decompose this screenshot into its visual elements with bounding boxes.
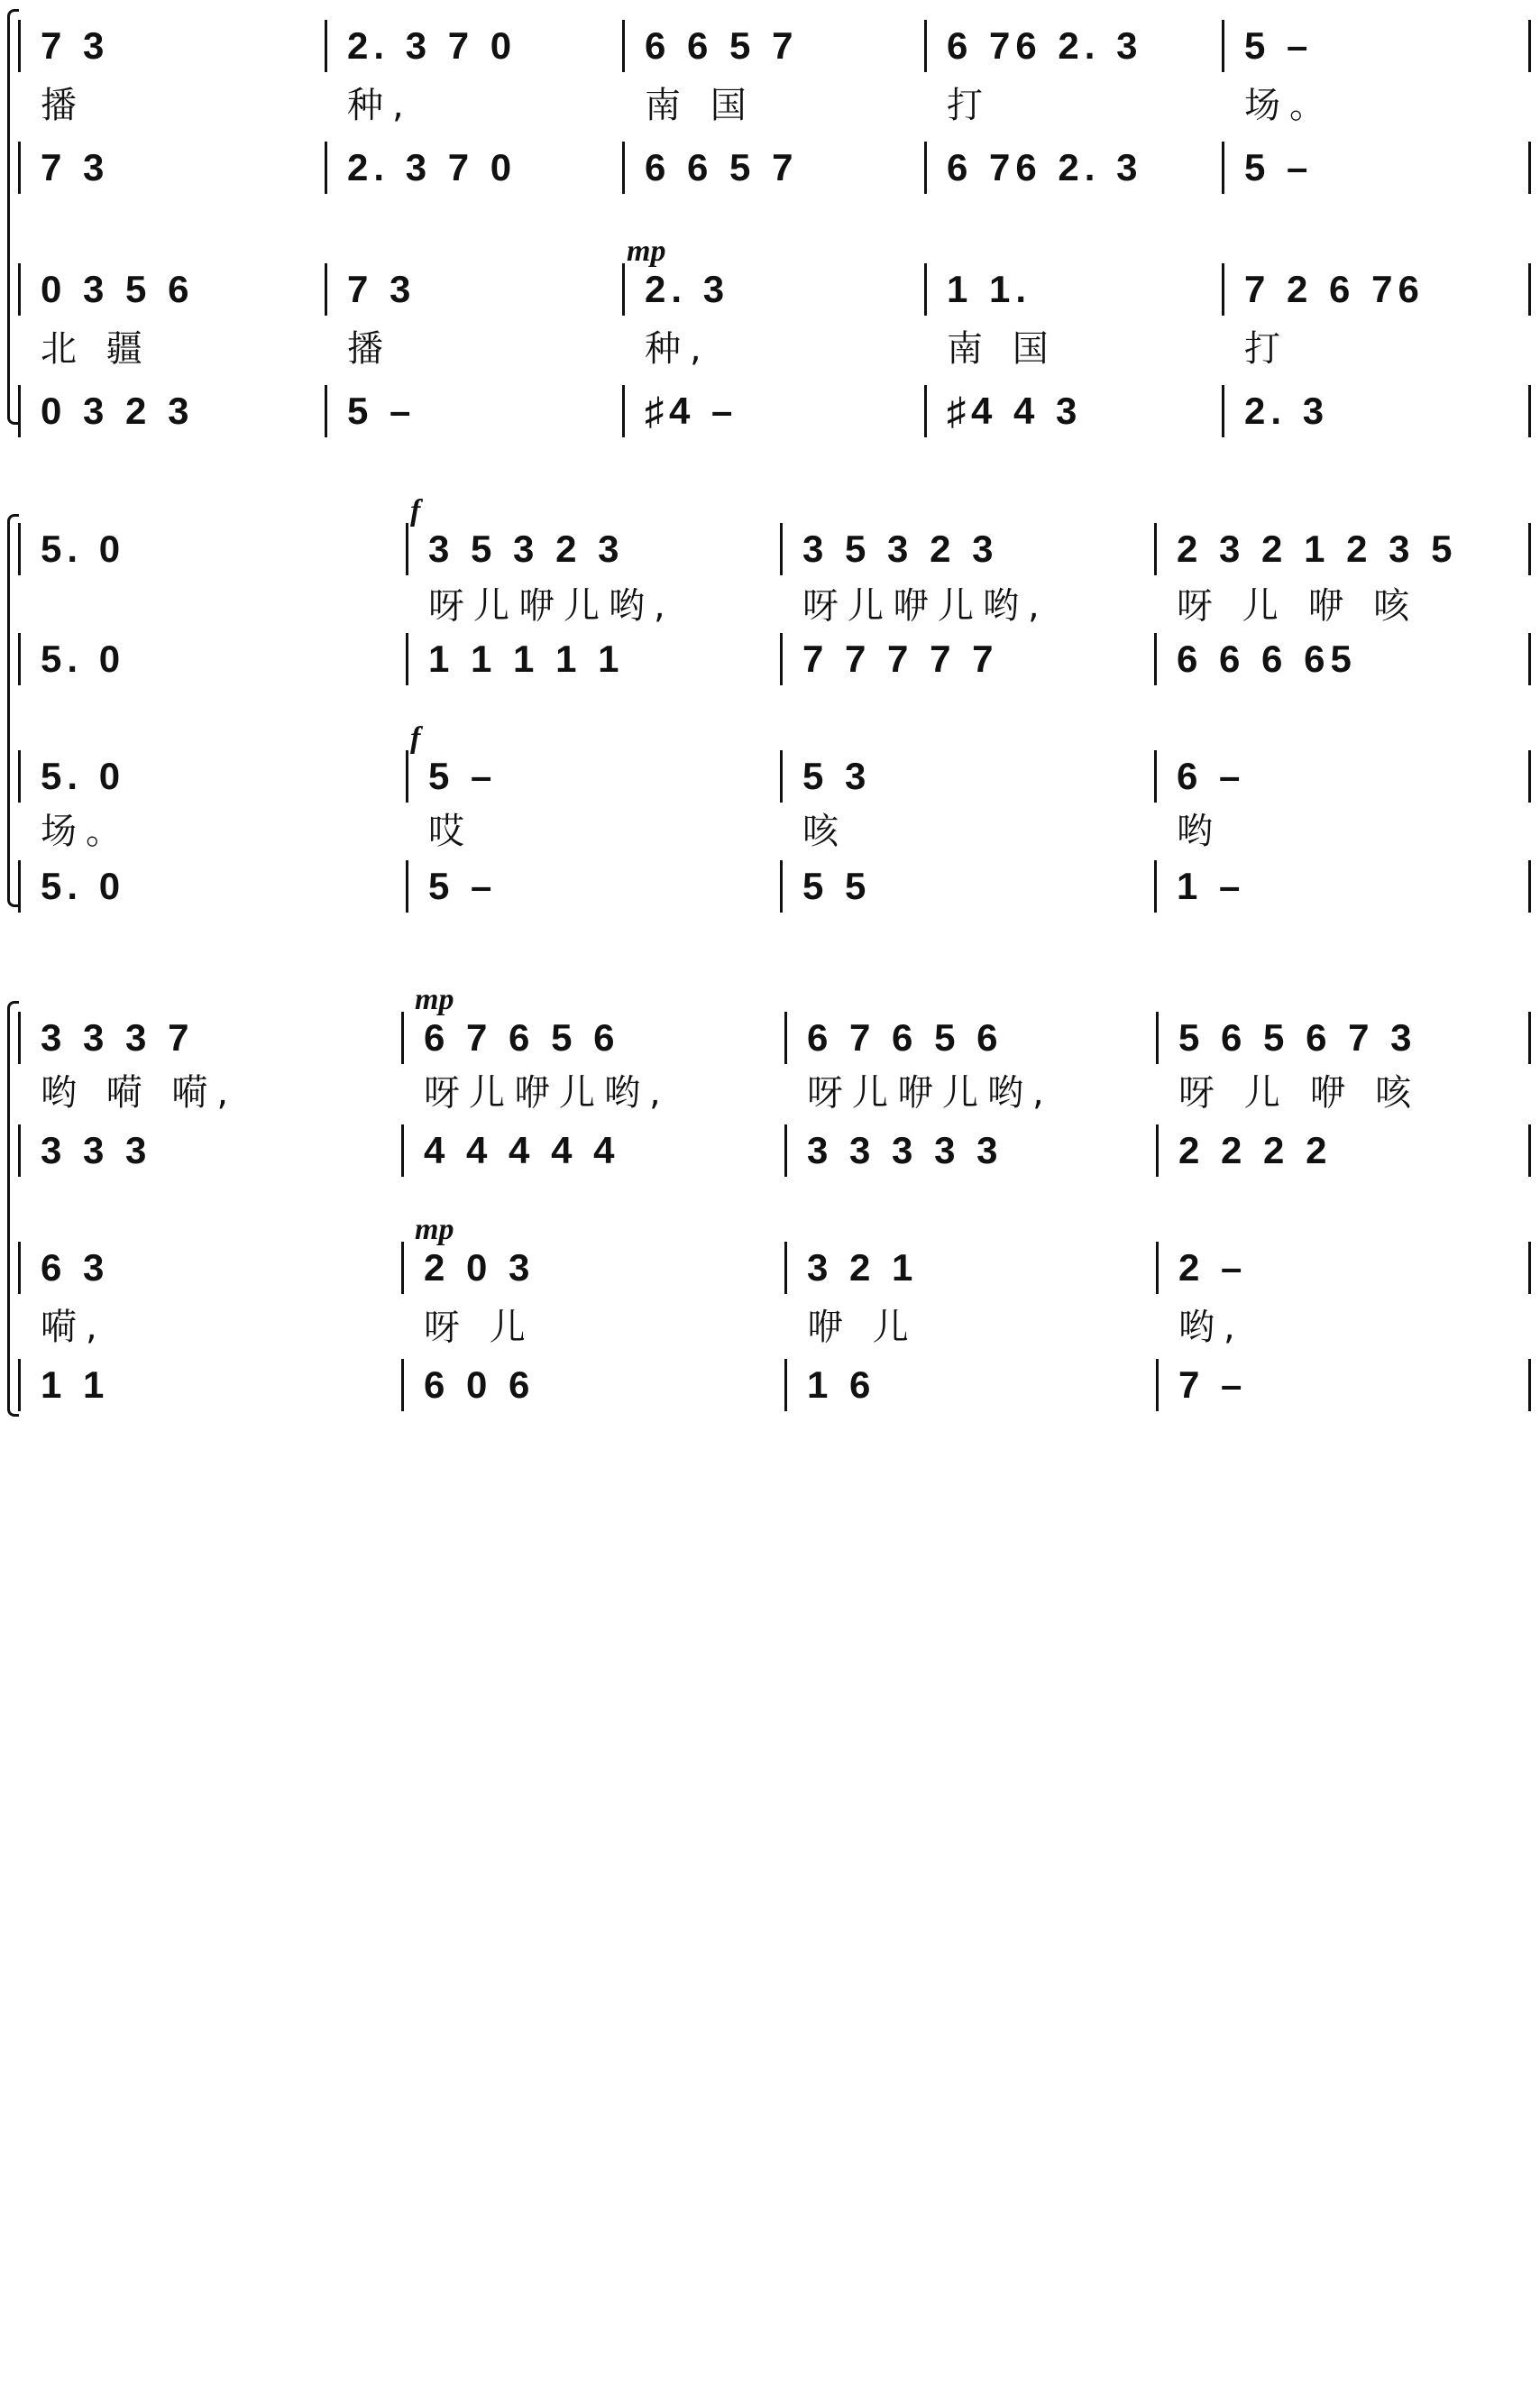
bar-line bbox=[18, 1124, 21, 1177]
measure-notes: 7 2 6 76 bbox=[1244, 271, 1425, 308]
lyric-text: 咳 bbox=[802, 812, 848, 851]
bar-line bbox=[1222, 385, 1224, 437]
measure-notes: 2 0 3 bbox=[424, 1249, 536, 1287]
bar-line bbox=[1528, 142, 1531, 194]
lyric-text: 呀儿咿儿哟, bbox=[424, 1073, 670, 1113]
bar-line bbox=[325, 142, 327, 194]
lyric-text: 打 bbox=[1244, 329, 1289, 369]
lyric-text: 哟 bbox=[1177, 812, 1222, 851]
measure-notes: 1 1 bbox=[41, 1366, 110, 1404]
bar-line bbox=[325, 385, 327, 437]
bar-line bbox=[622, 263, 625, 316]
measure-notes: 6 7 6 5 6 bbox=[424, 1019, 620, 1057]
measure-notes: 7 3 bbox=[41, 149, 110, 187]
lyric-text: 呀儿咿儿哟, bbox=[807, 1073, 1053, 1113]
lyric-text: 呀儿咿儿哟, bbox=[802, 586, 1049, 626]
measure-notes: 1 – bbox=[1177, 867, 1246, 905]
bar-line bbox=[1528, 1124, 1531, 1177]
lyric-text: 南 国 bbox=[645, 86, 756, 125]
measure-notes: 3 2 1 bbox=[807, 1249, 919, 1287]
measure-notes: 5. 0 bbox=[41, 757, 126, 795]
bar-line bbox=[18, 860, 21, 913]
lyric-text: 打 bbox=[947, 86, 992, 125]
bar-line bbox=[18, 523, 21, 575]
bar-line bbox=[401, 1242, 404, 1294]
measure-notes: 1 1. bbox=[947, 271, 1032, 308]
lyric-text: 哟 嗬 嗬, bbox=[41, 1073, 238, 1113]
measure-notes: 2. 3 7 0 bbox=[347, 27, 518, 65]
bar-line bbox=[1528, 1012, 1531, 1064]
lyric-text: 嗬, bbox=[41, 1308, 106, 1347]
bar-line bbox=[924, 263, 927, 316]
bar-line bbox=[1528, 750, 1531, 803]
bar-line bbox=[1154, 750, 1157, 803]
lyric-text: 咿 儿 bbox=[807, 1308, 918, 1347]
bar-line bbox=[401, 1359, 404, 1411]
bar-line bbox=[1154, 523, 1157, 575]
measure-notes: 5 – bbox=[428, 757, 498, 795]
lyric-text: 种, bbox=[347, 86, 413, 125]
dynamic-marking: f bbox=[410, 494, 421, 528]
bar-line bbox=[1528, 860, 1531, 913]
lyric-text: 播 bbox=[347, 329, 392, 369]
bar-line bbox=[1528, 263, 1531, 316]
bar-line bbox=[325, 20, 327, 72]
lyric-text: 呀 儿 bbox=[424, 1308, 535, 1347]
measure-notes: 1 6 bbox=[807, 1366, 876, 1404]
measure-notes: 5 – bbox=[428, 867, 498, 905]
bar-line bbox=[1528, 385, 1531, 437]
lyric-text: 南 国 bbox=[947, 329, 1058, 369]
bar-line bbox=[924, 142, 927, 194]
bar-line bbox=[622, 385, 625, 437]
lyric-text: 呀 儿 咿 咳 bbox=[1178, 1073, 1421, 1113]
bar-line bbox=[1222, 263, 1224, 316]
measure-notes: 5. 0 bbox=[41, 640, 126, 678]
lyric-text: 北 疆 bbox=[41, 329, 151, 369]
bar-line bbox=[784, 1124, 787, 1177]
measure-notes: 4 4 4 4 4 bbox=[424, 1132, 620, 1170]
bar-line bbox=[924, 385, 927, 437]
measure-notes: 2 – bbox=[1178, 1249, 1248, 1287]
measure-notes: 3 3 3 7 bbox=[41, 1019, 195, 1057]
bar-line bbox=[780, 750, 783, 803]
lyric-text: 呀 儿 咿 咳 bbox=[1177, 586, 1419, 626]
measure-notes: 5 – bbox=[347, 392, 417, 430]
measure-notes: 0 3 2 3 bbox=[41, 392, 195, 430]
lyric-text: 播 bbox=[41, 86, 86, 125]
bar-line bbox=[1222, 20, 1224, 72]
measure-notes: 7 – bbox=[1178, 1366, 1248, 1404]
measure-notes: 1 1 1 1 1 bbox=[428, 640, 625, 678]
measure-notes: 5. 0 bbox=[41, 530, 126, 568]
bar-line bbox=[1528, 523, 1531, 575]
bar-line bbox=[18, 750, 21, 803]
lyric-text: 哎 bbox=[428, 812, 473, 851]
measure-notes: ♯4 – bbox=[645, 392, 738, 430]
bar-line bbox=[1528, 1242, 1531, 1294]
bar-line bbox=[784, 1242, 787, 1294]
bar-line bbox=[1222, 142, 1224, 194]
bar-line bbox=[1154, 633, 1157, 685]
measure-notes: ♯4 4 3 bbox=[947, 392, 1083, 430]
measure-notes: 7 3 bbox=[41, 27, 110, 65]
bar-line bbox=[1156, 1124, 1159, 1177]
bar-line bbox=[784, 1359, 787, 1411]
bar-line bbox=[18, 1242, 21, 1294]
bar-line bbox=[401, 1124, 404, 1177]
bar-line bbox=[622, 20, 625, 72]
bar-line bbox=[1528, 633, 1531, 685]
bar-line bbox=[1528, 20, 1531, 72]
measure-notes: 6 0 6 bbox=[424, 1366, 536, 1404]
dynamic-marking: mp bbox=[627, 234, 666, 268]
measure-notes: 7 7 7 7 7 bbox=[802, 640, 999, 678]
measure-notes: 3 3 3 bbox=[41, 1132, 152, 1170]
bar-line bbox=[18, 20, 21, 72]
bar-line bbox=[18, 142, 21, 194]
measure-notes: 2. 3 bbox=[1244, 392, 1330, 430]
measure-notes: 2. 3 bbox=[645, 271, 730, 308]
measure-notes: 2 3 2 1 2 3 5 bbox=[1177, 530, 1458, 568]
measure-notes: 5. 0 bbox=[41, 867, 126, 905]
measure-notes: 6 – bbox=[1177, 757, 1246, 795]
dynamic-marking: mp bbox=[415, 1213, 454, 1246]
bar-line bbox=[18, 633, 21, 685]
measure-notes: 3 5 3 2 3 bbox=[802, 530, 999, 568]
bar-line bbox=[401, 1012, 404, 1064]
bar-line bbox=[18, 385, 21, 437]
measure-notes: 3 3 3 3 3 bbox=[807, 1132, 1004, 1170]
bar-line bbox=[325, 263, 327, 316]
bar-line bbox=[18, 263, 21, 316]
bar-line bbox=[1156, 1359, 1159, 1411]
lyric-text: 哟, bbox=[1178, 1308, 1244, 1347]
bar-line bbox=[406, 523, 408, 575]
measure-notes: 6 76 2. 3 bbox=[947, 27, 1143, 65]
bar-line bbox=[780, 860, 783, 913]
dynamic-marking: mp bbox=[415, 983, 454, 1016]
bar-line bbox=[18, 1359, 21, 1411]
measure-notes: 2. 3 7 0 bbox=[347, 149, 518, 187]
lyric-text: 场。 bbox=[41, 812, 131, 851]
measure-notes: 5 5 bbox=[802, 867, 872, 905]
measure-notes: 0 3 5 6 bbox=[41, 271, 195, 308]
lyric-text: 种, bbox=[645, 329, 710, 369]
measure-notes: 6 3 bbox=[41, 1249, 110, 1287]
lyric-text: 呀儿咿儿哟, bbox=[428, 586, 674, 626]
measure-notes: 6 6 6 65 bbox=[1177, 640, 1357, 678]
measure-notes: 2 2 2 2 bbox=[1178, 1132, 1333, 1170]
measure-notes: 6 7 6 5 6 bbox=[807, 1019, 1004, 1057]
measure-notes: 5 3 bbox=[802, 757, 872, 795]
bar-line bbox=[406, 860, 408, 913]
bar-line bbox=[18, 1012, 21, 1064]
dynamic-marking: f bbox=[410, 721, 421, 755]
measure-notes: 6 6 5 7 bbox=[645, 27, 799, 65]
bar-line bbox=[924, 20, 927, 72]
bar-line bbox=[1156, 1242, 1159, 1294]
measure-notes: 6 6 5 7 bbox=[645, 149, 799, 187]
bar-line bbox=[622, 142, 625, 194]
bar-line bbox=[780, 523, 783, 575]
bar-line bbox=[1154, 860, 1157, 913]
measure-notes: 5 6 5 6 7 3 bbox=[1178, 1019, 1417, 1057]
measure-notes: 6 76 2. 3 bbox=[947, 149, 1143, 187]
measure-notes: 7 3 bbox=[347, 271, 417, 308]
measure-notes: 3 5 3 2 3 bbox=[428, 530, 625, 568]
measure-notes: 5 – bbox=[1244, 27, 1314, 65]
lyric-text: 场。 bbox=[1244, 86, 1334, 125]
bar-line bbox=[1528, 1359, 1531, 1411]
bar-line bbox=[406, 750, 408, 803]
bar-line bbox=[406, 633, 408, 685]
measure-notes: 5 – bbox=[1244, 149, 1314, 187]
bar-line bbox=[1156, 1012, 1159, 1064]
bar-line bbox=[784, 1012, 787, 1064]
bar-line bbox=[780, 633, 783, 685]
